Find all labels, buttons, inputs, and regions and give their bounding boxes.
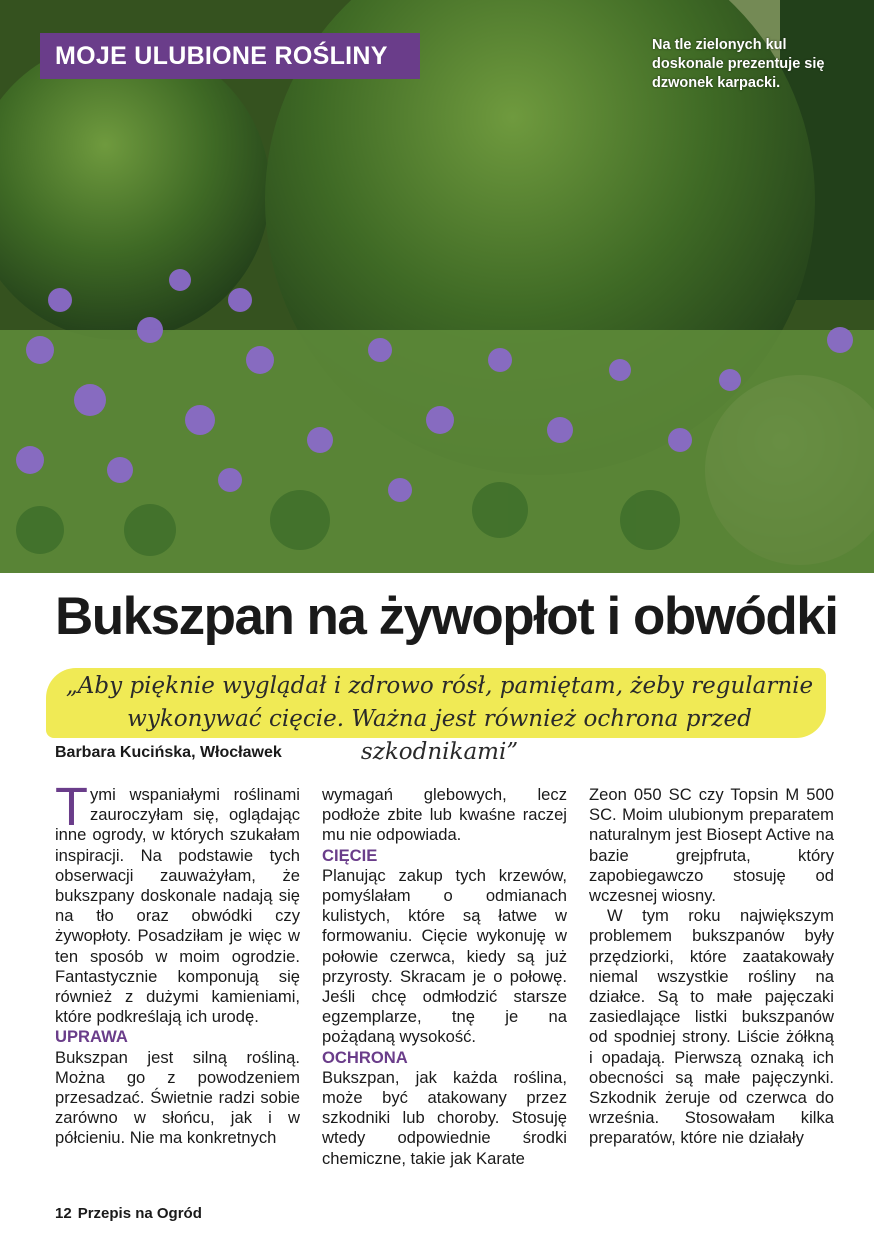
subheading-ciecie: CIĘCIE xyxy=(322,845,378,865)
photo-caption: Na tle zielonych kul doskonale prezentuje się dzwonek karpacki. xyxy=(652,37,825,91)
paragraph: Bukszpan, jak każda roślina, może być atakowany przez szkodniki lub choroby. Stosuję wtedy odpowiednie środki chemiczne, takie jak Karate xyxy=(322,1067,567,1168)
paragraph: wymagań glebowych, lecz podłoże zbite lub kwaśne raczej mu nie odpowiada. xyxy=(322,785,567,845)
column-1 xyxy=(55,777,300,1149)
dropcap: T xyxy=(55,777,88,837)
page-footer xyxy=(55,1205,202,1222)
author-byline: Barbara Kucińska, Włocławek xyxy=(55,744,282,761)
paragraph: Bukszpan jest silną rośliną. Można go z powodzeniem przesadzać. Świetnie radzi sobie zarówno w słońcu, jak i w półcieniu. Nie ma konkretnych xyxy=(55,1047,300,1148)
magazine-name: Przepis na Ogród xyxy=(77,1205,202,1222)
subheading-uprawa: UPRAWA xyxy=(55,1027,128,1047)
column-3 xyxy=(589,785,834,1149)
subheading-ochrona: OCHRONA xyxy=(322,1047,408,1067)
paragraph: Planując zakup tych krzewów, pomyślałam o odmianach kulistych, które są łatwe w formowaniu. Cięcie wykonuję w połowie czerwca, kiedy są już przyrosty. Skracam je o połowę. Jeśli chcę odmłodzić starsze egzemplarze, tnę je na pożądaną wysokość. xyxy=(322,865,567,1047)
paragraph: Tymi wspaniałymi roślinami zauroczyłam się, oglądając inne ogrody, w których szukałam inspiracji. Na podstawie tych obserwacji zauważyłam, że bukszpany doskonale nadają się na tło oraz obwódki czy żywopłoty. Posadziłam je więc w ten sposób w moim ogrodzie. Fantastycznie komponują się również z dużymi kamieniami, które podkreślają ich urodę. xyxy=(55,777,300,1027)
section-tag: MOJE ULUBIONE ROŚLINY xyxy=(40,33,420,79)
headline: Bukszpan na żywopłot i obwódki xyxy=(55,587,838,646)
paragraph: W tym roku największym problemem bukszpanów były przędziorki, które zaatakowały niemal wszystkie rośliny na działce. Są to małe pajęczaki zasiedlające listki bukszpanów od spodniej strony. Liście żółkną i opadają. Pierwszą oznaką ich obecności są małe pajęczynki. Szkodnik żeruje od czerwca do września. Stosowałam kilka preparatów, które nie działały xyxy=(589,906,834,1148)
column-2 xyxy=(322,785,567,1169)
paragraph: Zeon 050 SC czy Topsin M 500 SC. Moim ulubionym preparatem naturalnym jest Biosept Active na bazie grejpfruta, który zapobiegawczo stosuję od wczesnej wiosny. xyxy=(589,785,834,906)
pull-quote: „Aby pięknie wyglądał i zdrowo rósł, pamiętam, żeby regularnie wykonywać cięcie. Ważna jest również ochrona przed szkodnikami” xyxy=(65,673,814,765)
page-number: 12 xyxy=(55,1205,72,1222)
